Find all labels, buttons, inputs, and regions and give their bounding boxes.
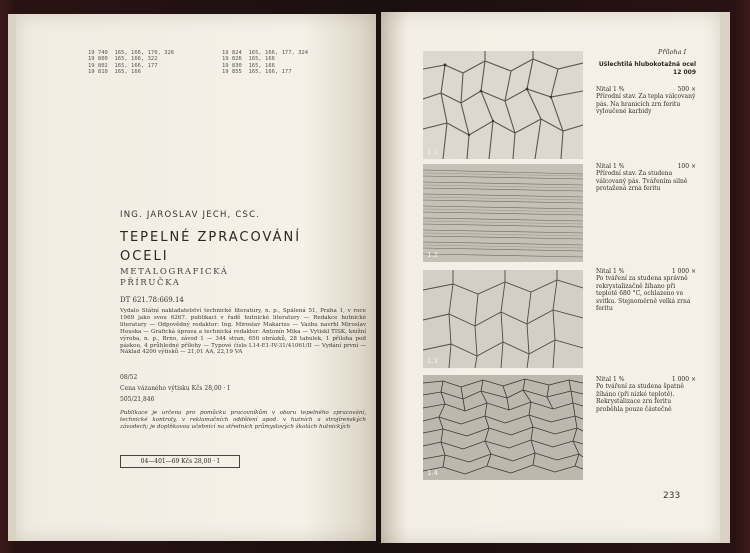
page-stack-right <box>720 12 730 543</box>
micrograph-elongated <box>423 164 583 262</box>
micrograph-1 <box>423 51 583 159</box>
page-number: 233 <box>663 491 681 501</box>
micrograph-2 <box>423 164 583 262</box>
steel-name: Ušlechtilá hlubokotažná ocel <box>598 61 696 68</box>
magnification: 100 × <box>677 163 696 170</box>
index-entry: 19 830 165, 166 <box>222 62 275 69</box>
figure-label: 1.2 <box>427 251 439 259</box>
subtitle-line: PŘÍRUČKA <box>120 278 181 288</box>
book-subtitle <box>120 267 229 289</box>
imprint-text: Vydalo Státní nakladatelství technické literatury, n. p., Spálená 51, Praha 1, v roce 1969 jako svou 6267. publikaci v řadě hutnické literatury — Redakce hutnické literatury — Odpovědný redaktor: Ing. Miroslav Makarius — Vazbu navrhl Miroslav Houska — Grafická úprava a technická redaktor: Antonín Mika — Vytiskl TISK, knižní výroba, n. p., Brno, závod 1 — 344 stran, 650 obrázků, 28 tabulek, 1 příloha pod páskou, 4 průhledné přílohy — Typové číslo L14-E1-IV-31/41061/II — Vydání první — Náklad 4200 výtisků — 21,01 AA, 22,19 VA <box>120 308 366 356</box>
caption-text: Po tváření za studena správně rekrystalizačně žíhano při teplotě 680 °C, ochlazeno ve svitku. Stejnoměrně velká zrna feritu <box>596 275 691 313</box>
dt-classification: DT 621.78:669.14 <box>120 296 184 304</box>
code-line: 08/52 <box>120 374 138 381</box>
etchant: Nital 1 % <box>596 268 625 275</box>
index-entry: 19 826 165, 166 <box>222 56 275 63</box>
etchant: Nital 1 % <box>596 86 625 93</box>
magnification: 1 000 × <box>671 376 696 383</box>
author-name: ING. JAROSLAV JECH, CSC. <box>120 210 261 220</box>
index-entry: 19 824 165, 166, 177, 324 <box>222 50 309 56</box>
steel-code: 12 009 <box>673 69 696 76</box>
figure-label: 1.3 <box>427 357 439 365</box>
magnification: 1 000 × <box>671 268 696 275</box>
figure-label: 1.4 <box>427 469 439 477</box>
micrograph-recrystallized <box>423 270 583 368</box>
etchant: Nital 1 % <box>596 376 625 383</box>
figure-caption-3 <box>596 268 696 312</box>
etchant: Nital 1 % <box>596 163 625 170</box>
title-line: TEPELNÉ ZPRACOVÁNÍ <box>120 230 302 245</box>
micrograph-4 <box>423 375 583 480</box>
figure-caption-4 <box>596 376 696 413</box>
annex-label: Příloha I <box>658 48 687 56</box>
figure-caption-1 <box>596 86 696 116</box>
micrograph-partial <box>423 375 583 480</box>
code-line: 505/21,846 <box>120 396 155 403</box>
index-entry: 19 800 165, 166, 322 <box>88 56 158 63</box>
caption-text: Po tváření za studena špatně žíháno (při nízké teplotě). Rekrystalizace zrn feritu proběhla pouze částečně <box>596 383 684 413</box>
index-entry: 19 855 165, 166, 177 <box>222 69 292 76</box>
subtitle-line: METALOGRAFICKÁ <box>120 267 229 277</box>
index-column-left <box>88 50 174 76</box>
micrograph-3 <box>423 270 583 368</box>
purpose-note: Publikace je určena pro pomůcku pracovníkům v oboru tepelného zpracování, technické kontroly, v reklamačních oddělení apod. v hutních a strojírenských závodech; je doplňkovou učebnicí na středních průmyslových školách hutnických <box>120 410 366 430</box>
micrograph-grains <box>423 51 583 159</box>
caption-text: Přírodní stav. Za tepla válcovaný pás. Na hranicích zrn feritu vyloučené karbidy <box>596 93 696 116</box>
figure-caption-2 <box>596 163 696 193</box>
price-box: 04—401—69 Kčs 28,00 · I <box>120 455 240 468</box>
book-title <box>120 228 301 266</box>
index-column-right <box>222 50 308 76</box>
index-entry: 19 802 165, 166, 177 <box>88 62 158 69</box>
price-line: Cena vázaného výtisku Kčs 28,00 · I <box>120 385 230 392</box>
title-line: OCELI <box>120 249 169 264</box>
figure-label: 1.1 <box>427 148 439 156</box>
magnification: 500 × <box>677 86 696 93</box>
index-entry: 19 810 165, 166 <box>88 69 141 76</box>
index-entry: 19 740 165, 166, 170, 326 <box>88 50 175 56</box>
steel-heading <box>596 61 696 77</box>
caption-text: Přírodní stav. Za studena válcovaný pás. Tvářením silně protažená zrna feritu <box>596 170 688 193</box>
page-stack-left <box>8 14 16 541</box>
